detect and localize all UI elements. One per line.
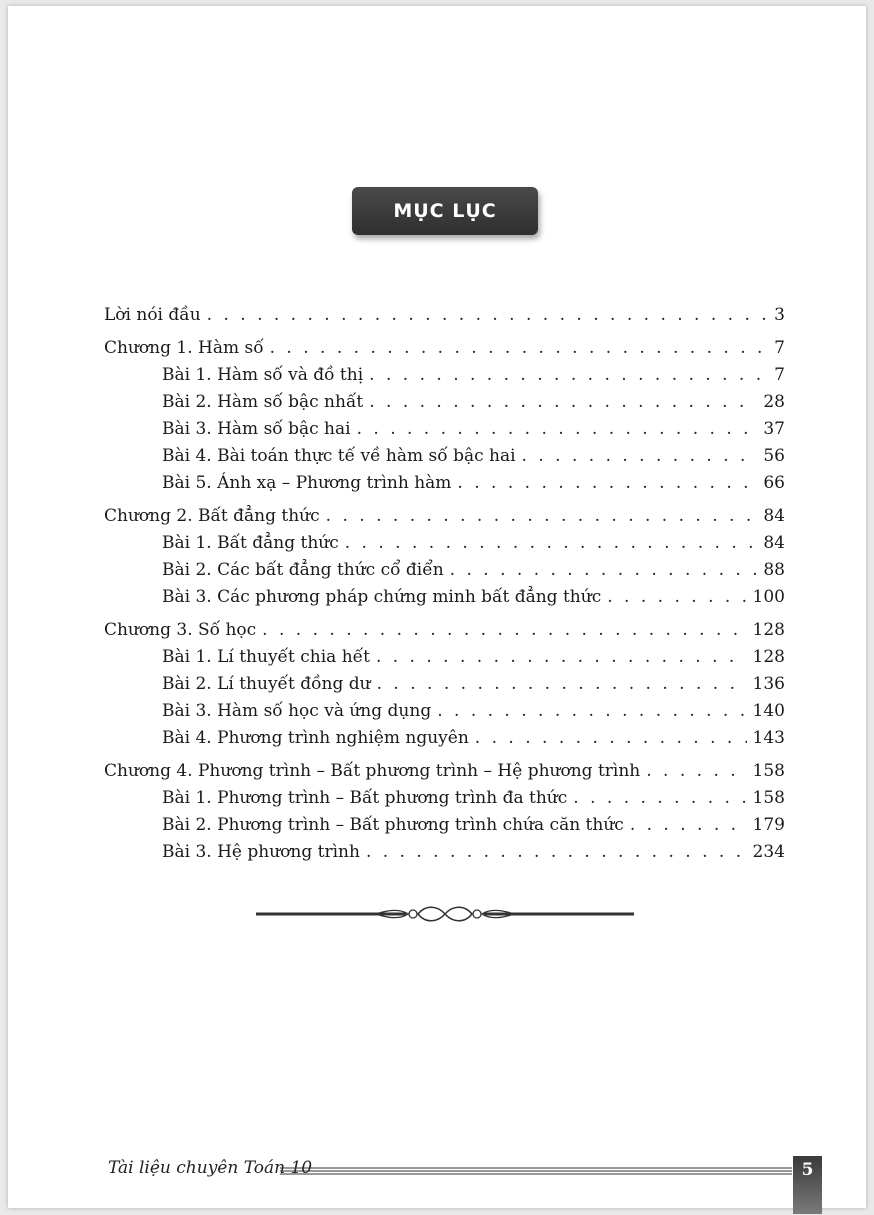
toc-lesson-row[interactable] <box>104 362 785 389</box>
toc-lesson-row[interactable] <box>104 671 785 698</box>
toc-lesson-row[interactable] <box>104 557 785 584</box>
toc-entry-page: 37 <box>763 419 785 439</box>
toc-entry-label: Bài 2. Phương trình – Bất phương trình chứa căn thức <box>162 815 624 835</box>
toc-chapter-row[interactable] <box>104 503 785 530</box>
toc-entry-page: 88 <box>763 560 785 580</box>
toc-leader-dots <box>377 671 747 698</box>
toc-leader-dots <box>437 698 746 725</box>
footer-book-title: Tài liệu chuyên Toán 10 <box>108 1158 313 1178</box>
toc-entry-page: 7 <box>774 365 785 385</box>
toc-leader-dots <box>630 812 747 839</box>
toc-leader-dots <box>457 470 757 497</box>
toc-leader-dots <box>345 530 758 557</box>
toc-entry-page: 7 <box>774 338 785 358</box>
toc-chapter-row[interactable] <box>104 335 785 362</box>
divider-ornament <box>256 900 634 928</box>
toc-group <box>104 302 785 329</box>
toc-leader-dots <box>522 443 758 470</box>
toc-leader-dots <box>207 302 769 329</box>
page-number: 5 <box>793 1156 822 1214</box>
page <box>8 6 866 1208</box>
toc-entry-page: 28 <box>763 392 785 412</box>
toc-leader-dots <box>369 389 757 416</box>
toc-entry-label: Bài 2. Lí thuyết đồng dư <box>162 674 371 694</box>
toc-entry-label: Bài 2. Hàm số bậc nhất <box>162 392 364 412</box>
toc-entry-label: Bài 4. Phương trình nghiệm nguyên <box>162 728 469 748</box>
toc-entry-label: Chương 3. Số học <box>104 620 257 640</box>
toc-entry-label: Bài 3. Các phương pháp chứng minh bất đẳng thức <box>162 587 602 607</box>
toc-group <box>104 335 785 497</box>
toc-leader-dots <box>270 335 769 362</box>
toc-lesson-row[interactable] <box>104 812 785 839</box>
toc-entry-page: 84 <box>763 506 785 526</box>
toc-lesson-row[interactable] <box>104 698 785 725</box>
toc-leader-dots <box>262 617 746 644</box>
toc-entry-label: Bài 3. Hệ phương trình <box>162 842 360 862</box>
toc-entry-page: 128 <box>752 620 785 640</box>
toc-entry-page: 140 <box>752 701 785 721</box>
toc-leader-dots <box>573 785 746 812</box>
toc-chapter-row[interactable] <box>104 758 785 785</box>
toc-entry-page: 66 <box>763 473 785 493</box>
toc-lesson-row[interactable] <box>104 785 785 812</box>
toc-entry-label: Bài 5. Ánh xạ – Phương trình hàm <box>162 473 452 493</box>
toc-group <box>104 617 785 752</box>
toc-entry-page: 3 <box>774 305 785 325</box>
toc-lesson-row[interactable] <box>104 443 785 470</box>
toc-chapter-row[interactable] <box>104 302 785 329</box>
toc-entry-page: 143 <box>752 728 785 748</box>
toc-group <box>104 758 785 866</box>
toc-entry-label: Bài 1. Hàm số và đồ thị <box>162 365 364 385</box>
toc-lesson-row[interactable] <box>104 839 785 866</box>
toc-leader-dots <box>369 362 768 389</box>
toc-entry-label: Bài 1. Bất đẳng thức <box>162 533 339 553</box>
toc-entry-label: Lời nói đầu <box>104 305 201 325</box>
toc-entry-page: 179 <box>752 815 785 835</box>
footer-rule <box>280 1166 792 1176</box>
toc-title: MỤC LỤC <box>352 187 538 235</box>
toc-leader-dots <box>450 557 758 584</box>
toc-entry-label: Bài 1. Lí thuyết chia hết <box>162 647 370 667</box>
toc-entry-label: Bài 4. Bài toán thực tế về hàm số bậc hai <box>162 446 516 466</box>
table-of-contents <box>104 302 785 872</box>
toc-lesson-row[interactable] <box>104 584 785 611</box>
toc-entry-page: 128 <box>752 647 785 667</box>
toc-leader-dots <box>607 584 746 611</box>
toc-lesson-row[interactable] <box>104 530 785 557</box>
toc-group <box>104 503 785 611</box>
toc-entry-page: 234 <box>752 842 785 862</box>
toc-entry-page: 158 <box>752 761 785 781</box>
toc-leader-dots <box>366 839 747 866</box>
toc-entry-page: 56 <box>763 446 785 466</box>
toc-lesson-row[interactable] <box>104 389 785 416</box>
toc-lesson-row[interactable] <box>104 644 785 671</box>
toc-chapter-row[interactable] <box>104 617 785 644</box>
toc-entry-page: 136 <box>752 674 785 694</box>
toc-entry-page: 158 <box>752 788 785 808</box>
toc-entry-label: Bài 3. Hàm số bậc hai <box>162 419 351 439</box>
toc-lesson-row[interactable] <box>104 725 785 752</box>
toc-entry-label: Chương 1. Hàm số <box>104 338 264 358</box>
toc-leader-dots <box>475 725 747 752</box>
toc-leader-dots <box>646 758 746 785</box>
toc-entry-label: Chương 2. Bất đẳng thức <box>104 506 320 526</box>
toc-entry-label: Chương 4. Phương trình – Bất phương trình – Hệ phương trình <box>104 761 641 781</box>
toc-entry-label: Bài 1. Phương trình – Bất phương trình đa thức <box>162 788 568 808</box>
toc-lesson-row[interactable] <box>104 470 785 497</box>
toc-entry-page: 100 <box>752 587 785 607</box>
toc-leader-dots <box>376 644 747 671</box>
toc-leader-dots <box>326 503 758 530</box>
toc-entry-label: Bài 3. Hàm số học và ứng dụng <box>162 701 432 721</box>
toc-leader-dots <box>357 416 758 443</box>
toc-lesson-row[interactable] <box>104 416 785 443</box>
toc-entry-label: Bài 2. Các bất đẳng thức cổ điển <box>162 560 444 580</box>
toc-entry-page: 84 <box>763 533 785 553</box>
